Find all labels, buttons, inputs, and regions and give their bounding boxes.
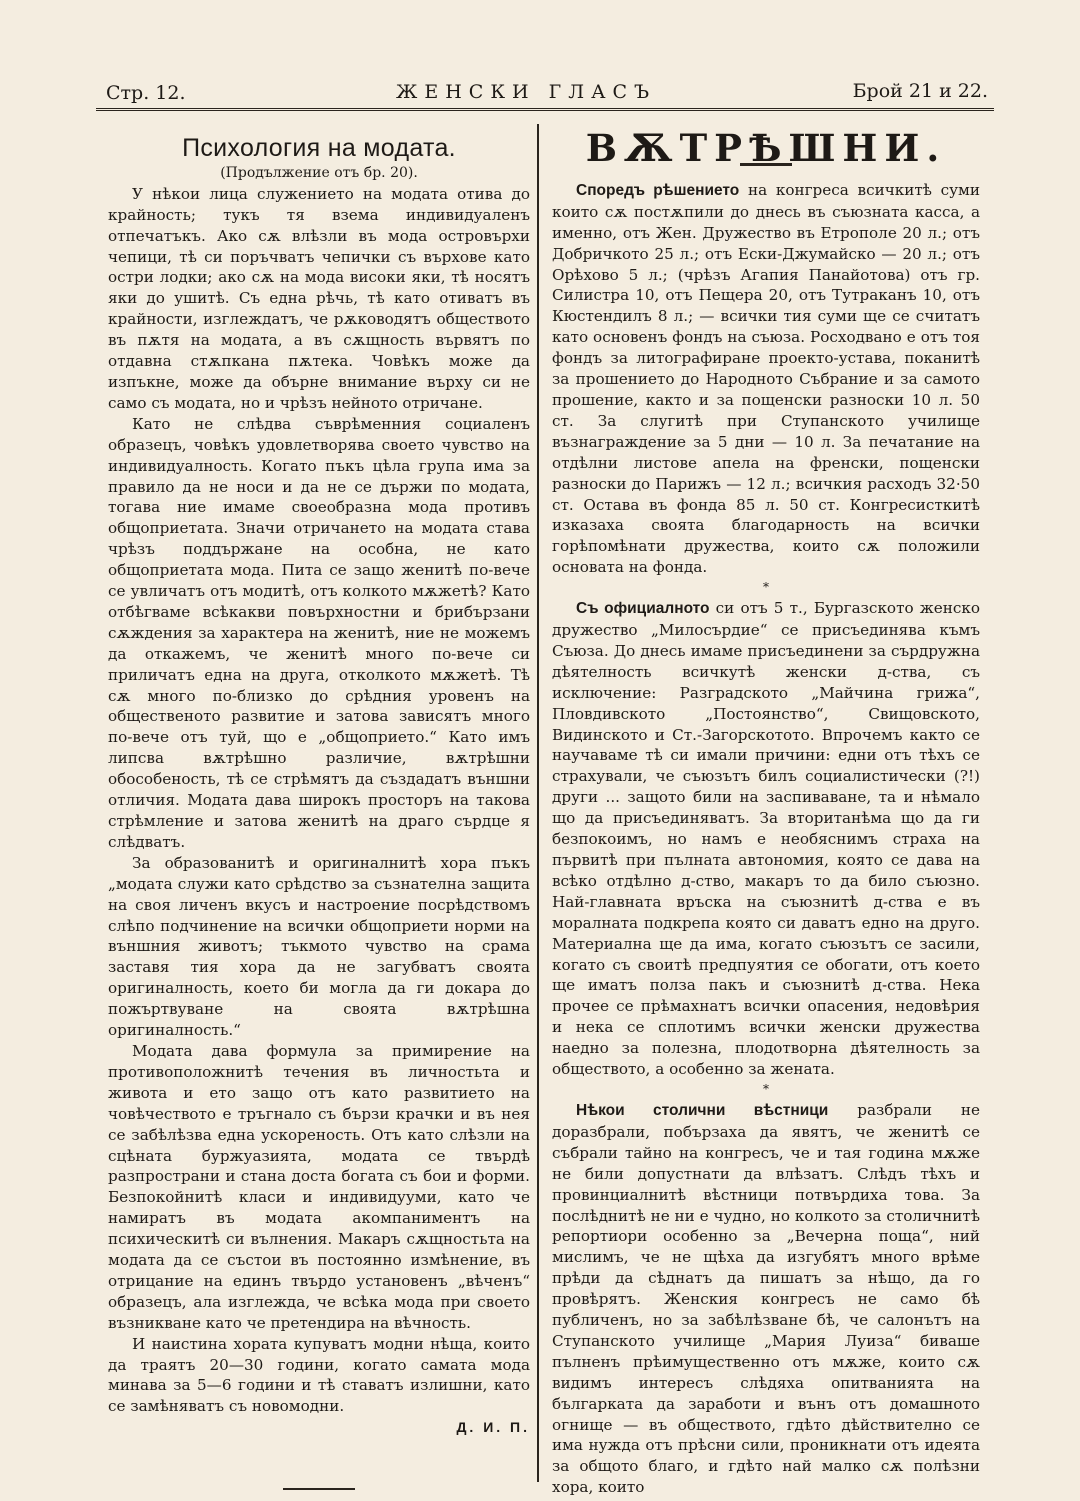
page-number: Стр. 12. — [106, 82, 186, 104]
news-item-lead: Съ официалното — [576, 600, 710, 618]
separator-star: * — [763, 1081, 769, 1096]
issue-number: Брой 21 и 22. — [852, 80, 988, 102]
header-rule — [96, 108, 994, 111]
left-column — [108, 134, 530, 1490]
separator-star: * — [763, 580, 769, 595]
article-end-rule — [283, 1488, 355, 1490]
article-paragraph: Като не слѣдва съврѣменния социаленъ образецъ, човѣкъ удовлетворява своето чувство на индивидуалность. Когато пъкъ цѣла група има за правило да не носи и да не се държи по модата, тогава ние имаме своеобразна мода противъ общоприетата. Значи отричането на модата става чрѣзъ поддържане на особна, не като общоприетата мода. Пита се защо женитѣ по-вече се увличатъ отъ модитѣ, отъ колкото мѫжетѣ? Като отбѣгваме всѣкакви повърхностни и брибързани сѫждения за характера на женитѣ, ние не можемъ да откажемъ, че женитѣ много по-вече си приличатъ една на друга, отколкото мѫжетѣ. Тѣ сѫ много по-близко до срѣдния уровенъ на общественото развитие и затова зависятъ много по-вече отъ туй, що е „общоприето.“ Като имъ липсва вѫтрѣшно различие, вѫтрѣшни обособеность, тѣ се стрѣмятъ да създадатъ външни отличия. Модата дава широкъ просторъ на такова стрѣмление и затова женитѣ на драго сърдце я слѣдватъ. — [108, 414, 530, 851]
section-title: ВѪТРѢШНИ. — [585, 126, 947, 170]
news-item — [552, 598, 980, 1080]
column-divider — [537, 124, 539, 1482]
article-paragraph: За образованитѣ и оригиналнитѣ хора пъкъ „модата служи като срѣдство за съзнателна защита на своя личенъ вкусъ и настроение посрѣдствомъ слѣпо подчинение на всички общоприети норми на външния животъ; тъкмото чувство на срама заставя тия хора да не загубватъ своята оригиналность, което би могла да ги докара до пожъртвуване на своята вѫтрѣшна оригиналность.“ — [108, 853, 530, 1040]
news-item — [552, 1100, 980, 1498]
article-title: Психология на модата. — [182, 134, 456, 162]
news-item-text: си отъ 5 т., Бургазското женско дружество „Милосърдие“ се присъединява къмъ Съюза. До днесь имаме присъединени за сърдружна дѣятелность всичкутѣ женски д-ства, съ исключение: Разградското „Майчина грижа“, Пловдивското „Постоянство“, Свищовското, Видинското и Ст.-Загорскотото. Впрочемъ както се научаваме тѣ си имали причини: едни отъ тѣхъ се страхували, че съюзътъ билъ социалистически (?!) други ... защото били на заспиваване, та и нѣмало що да присъединяватъ. За втоританѣма що да ги безпокоимъ, но намъ е необяснимъ страха на първитѣ при пълната автономия, която се дава на всѣко отдѣлно д-ство, макаръ то да било съюзно. Най-главната връска на съюзнитѣ д-ства е въ моралната подкрепа която си даватъ едно на друго. Материална ще да има, когато съюзътъ се засили, когато съ своитѣ предпуятия се обогати, отъ което ще иматъ полза пакъ и съюзнитѣ д-ства. Нека прочее се прѣмахнатъ всички опасения, недовѣрия и нека се сплотимъ всички женски дружества наедно за полезна, плодотворна дѣятелность за обществото, а особенно за жената. — [552, 599, 980, 1079]
news-item-text: на конгреса всичкитѣ суми които сѫ постѫпили до днесь въ съюзната касса, а именно, отъ Жен. Дружество въ Етрополе 20 л.; отъ Добричкото 25 л.; отъ Ески-Джумайско — 20 л.; отъ Орѣхово 5 л.; (чрѣзъ Агапия Панайотова) отъ гр. Силистра 10, отъ Пещера 20, отъ Тутраканъ 10, отъ Кюстендилъ 8 л.; — всички тия суми ще се считатъ като основенъ фондъ на съюза. Росходвано е отъ тоя фондъ за литографиране проекто-устава, поканитѣ за прошението до Народното Събрание и за самото прошение, както и за пощенски разноски 10 л. 50 ст. За слугитѣ при Ступанското училище възнаграждение за 5 дни — 10 л. За печатание на отдѣлни листове апела на френски, пощенски разноски до Парижъ — 12 л.; всичкия расходъ 32·50 ст. Остава въ фонда 85 л. 50 ст. Конгресисткитѣ изказаха своята благодарность на всички горѣпомѣнати дружества, които сѫ положили основата на фонда. — [552, 180, 980, 577]
article-signature: Д. И. П. — [456, 1419, 530, 1436]
article-subtitle: (Продължение отъ бр. 20). — [220, 164, 418, 181]
right-column — [552, 126, 980, 1498]
page-header — [96, 78, 994, 110]
news-item-lead: Споредъ рѣшението — [576, 181, 740, 199]
news-item — [552, 180, 980, 578]
article-paragraph: У нѣкои лица служението на модата отива до крайность; тукъ тя взема индивидуаленъ отпечатъкъ. Ако сѫ влѣзли въ мода островърхи чепици, тѣ си поръчватъ чепички съ върхове като остри лодки; ако сѫ на мода високи яки, тѣ носятъ яки до ушитѣ. Съ една рѣчь, тѣ като отиватъ въ крайности, изглеждатъ, че рѫководятъ обществото въ пѫтя на модата, а въ сѫщность вървятъ по отдавна стѫпкана пѫтека. Човѣкъ може да изпъкне, може да обърне внимание върху си не само съ модата, но и чрѣзъ нейното отричане. — [108, 184, 530, 412]
newspaper-title: ЖЕНСКИ ГЛАСЪ — [396, 81, 657, 103]
news-item-text: разбрали не доразбрали, побързаха да явятъ, че женитѣ се събрали тайно на конгресъ, че и тая година мѫже не били допустнати да влѣзатъ. Слѣдъ тѣхъ и провинциалнитѣ вѣстници потвърдиха това. За послѣднитѣ не ни е чудно, но колкото за столичнитѣ репортиори особенно за „Вечерна поща“, ний мислимъ, че не щѣха да изгубятъ много врѣме прѣди да сѣднатъ да пишатъ за нѣщо, да го провѣрятъ. Женския конгресъ не само бѣ публиченъ, но за забѣлѣзване бѣ, че салонътъ на Ступанското училище „Мария Луиза“ биваше пълненъ прѣимущественно отъ мѫже, които сѫ видимъ интересъ слѣдяха опитванията на българката да заработи и вънъ отъ домашното огнище — въ обществото, гдѣто дѣйствително се има нужда отъ прѣсни сили, проникнати отъ идеята за общото благо, и гдѣто най малко сѫ полѣзни хора, които — [552, 1100, 980, 1497]
article-paragraph: Модата дава формула за примирение на противоположнитѣ течения въ личностьта и живота и ето защо отъ като развитието на човѣчеството е тръгнало съ бързи крачки и въ нея се забѣлѣзва една ускореность. Отъ като слѣзли на сцѣната буржуазията, модата се твърдѣ разпространи и стана доста богата съ бои и форми. Безпокойнитѣ класи и индивидууми, като че намиратъ въ модата акомпаниментъ на психическитѣ си вълнения. Макаръ сѫщностьта на модата да се състои въ постоянно измѣнение, въ отрицание на единъ твърдо установенъ „вѣченъ“ образецъ, ала изглежда, че всѣка мода при своето възникване като че претендира на вѣчность. — [108, 1041, 530, 1332]
article-paragraph: И наистина хората купуватъ модни нѣща, които да траятъ 20—30 години, когато самата мода минава за 5—6 години и тѣ ставатъ излишни, като се замѣняватъ съ новомодни. — [108, 1334, 530, 1416]
news-item-lead: Нѣкои столични вѣстници — [576, 1101, 829, 1119]
